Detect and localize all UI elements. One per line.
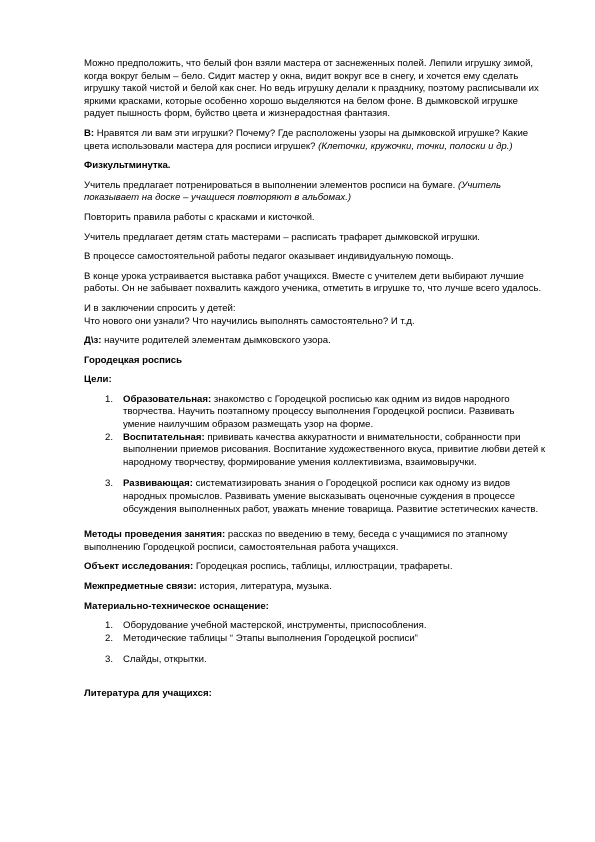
list-item: [84, 478, 546, 516]
interdisc-label: Межпредметные связи:: [84, 581, 197, 592]
literature-heading: Литература для учащихся:: [84, 687, 212, 699]
list-item: [84, 432, 546, 470]
goals-heading: Цели:: [84, 374, 112, 386]
teacher-practice-text: Учитель предлагает потренироваться в выполнении элементов росписи на бумаге.: [84, 179, 458, 191]
object-label: Объект исследования:: [84, 561, 194, 573]
goal-label: Воспитательная:: [123, 431, 205, 443]
equipment-text: Методические таблицы “ Этапы выполнения Городецкой росписи”: [123, 632, 418, 644]
list-number: 3.: [105, 654, 114, 666]
object-paragraph: [84, 561, 546, 574]
gorodets-heading: Городецкая роспись: [84, 354, 182, 366]
list-number: 1.: [105, 620, 114, 632]
goal-text: прививать качества аккуратности и внимательности, собранности при выполнении приемов рисования. Воспитание художественного вкуса, привитие любви детей к народному творчеству, формирование умения коллективизма, взаимовыручки.: [123, 431, 546, 468]
homework-paragraph: [84, 335, 546, 348]
conclusion-line-1: И в заключении спросить у детей:: [84, 302, 236, 314]
homework-text: научите родителей элементам дымковского узора.: [101, 335, 331, 347]
interdisc-text: история, литература, музыка.: [196, 581, 332, 592]
goal-label: Развивающая:: [123, 478, 193, 490]
exhibit-paragraph: В конце урока устраивается выставка работ учащихся. Вместе с учителем дети выбирают лучшие работы. Он не забывает похвалить каждого ученика, отметить в игрушке то, что лучше всего удалось.: [84, 270, 542, 295]
list-number: 2.: [105, 431, 114, 443]
list-number: 1.: [105, 393, 114, 405]
equipment-heading: Материально-техническое оснащение:: [84, 600, 269, 612]
methods-paragraph: [84, 529, 546, 554]
methods-text: рассказ по введению в тему, беседа с учащимися по этапному выполнению Городецкой росписи, самостоятельная работа учащихся.: [84, 529, 508, 553]
equipment-text: Слайды, открытки.: [123, 654, 207, 666]
intro-paragraph: Можно предположить, что белый фон взяли мастера от заснеженных полей. Лепили игрушку зимой, когда вокруг белым – бело. Сидит мастер у окна, видит вокруг все в снегу, и хочется ему сделать игрушку такой чистой и белой как снег. Но ведь игрушку делали к празднику, поэтому расписывали их яркими красками, которые особенно хорошо выделяются на белом фоне. В дымковской игрушке радует пышность форм, буйство цвета и жизнерадостная фантазия.: [84, 58, 539, 120]
conclusion-line-2: Что нового они узнали? Что научились выполнять самостоятельно? И т.д.: [84, 315, 415, 327]
list-item: [84, 654, 546, 667]
methods-label: Методы проведения занятия:: [84, 529, 226, 541]
teacher-practice-paragraph: [84, 180, 546, 205]
goal-text: знакомство с Городецкой росписью как одним из видов народного творчества. Научить поэтапному процессу выполнения Городецкой росписи. Развивать умение наилучшим образом размещать узор на форме.: [123, 393, 515, 431]
object-text: Городецкая роспись, таблицы, иллюстрации, трафареты.: [193, 561, 453, 573]
list-spacer: [84, 469, 546, 478]
question-label: В:: [84, 127, 95, 139]
goals-list: [84, 394, 546, 516]
list-item: [84, 633, 546, 646]
conclusion-paragraph: [84, 303, 546, 328]
list-spacer: [84, 645, 546, 654]
homework-label: Д\з:: [84, 335, 102, 347]
equipment-text: Оборудование учебной мастерской, инструменты, приспособления.: [123, 620, 427, 632]
question-answer: (Клеточки, кружочки, точки, полоски и др.): [318, 140, 513, 152]
list-number: 3.: [105, 478, 114, 490]
fizkult-heading: Физкультминутка.: [84, 160, 171, 172]
goal-label: Образовательная:: [123, 393, 212, 405]
equipment-list: [84, 620, 546, 667]
list-item: [84, 394, 546, 432]
goal-text: систематизировать знания о Городецкой росписи как одному из видов народных промыслов. Развивать умение высказывать оценочные суждения в процессе обсуждения выполненных работ, уважать мнение товарища. Развитие эстетических качеств.: [123, 478, 539, 515]
interdisc-paragraph: [84, 581, 546, 594]
question-text: Нравятся ли вам эти игрушки? Почему? Где расположены узоры на дымковской игрушке? Какие цвета использовали мастера для росписи игрушек?: [84, 127, 529, 152]
rules-paragraph: Повторить правила работы с красками и кисточкой.: [84, 211, 315, 223]
teacher-practice-note: (Учитель показывает на доске – учащиеся повторяют в альбомах.): [84, 179, 502, 204]
stencil-paragraph: Учитель предлагает детям стать мастерами – расписать трафарет дымковской игрушки.: [84, 231, 480, 243]
document-body: [84, 58, 546, 708]
list-item: [84, 620, 546, 633]
selfwork-paragraph: В процессе самостоятельной работы педагог оказывает индивидуальную помощь.: [84, 251, 454, 263]
list-number: 2.: [105, 632, 114, 644]
question-paragraph: [84, 128, 546, 153]
